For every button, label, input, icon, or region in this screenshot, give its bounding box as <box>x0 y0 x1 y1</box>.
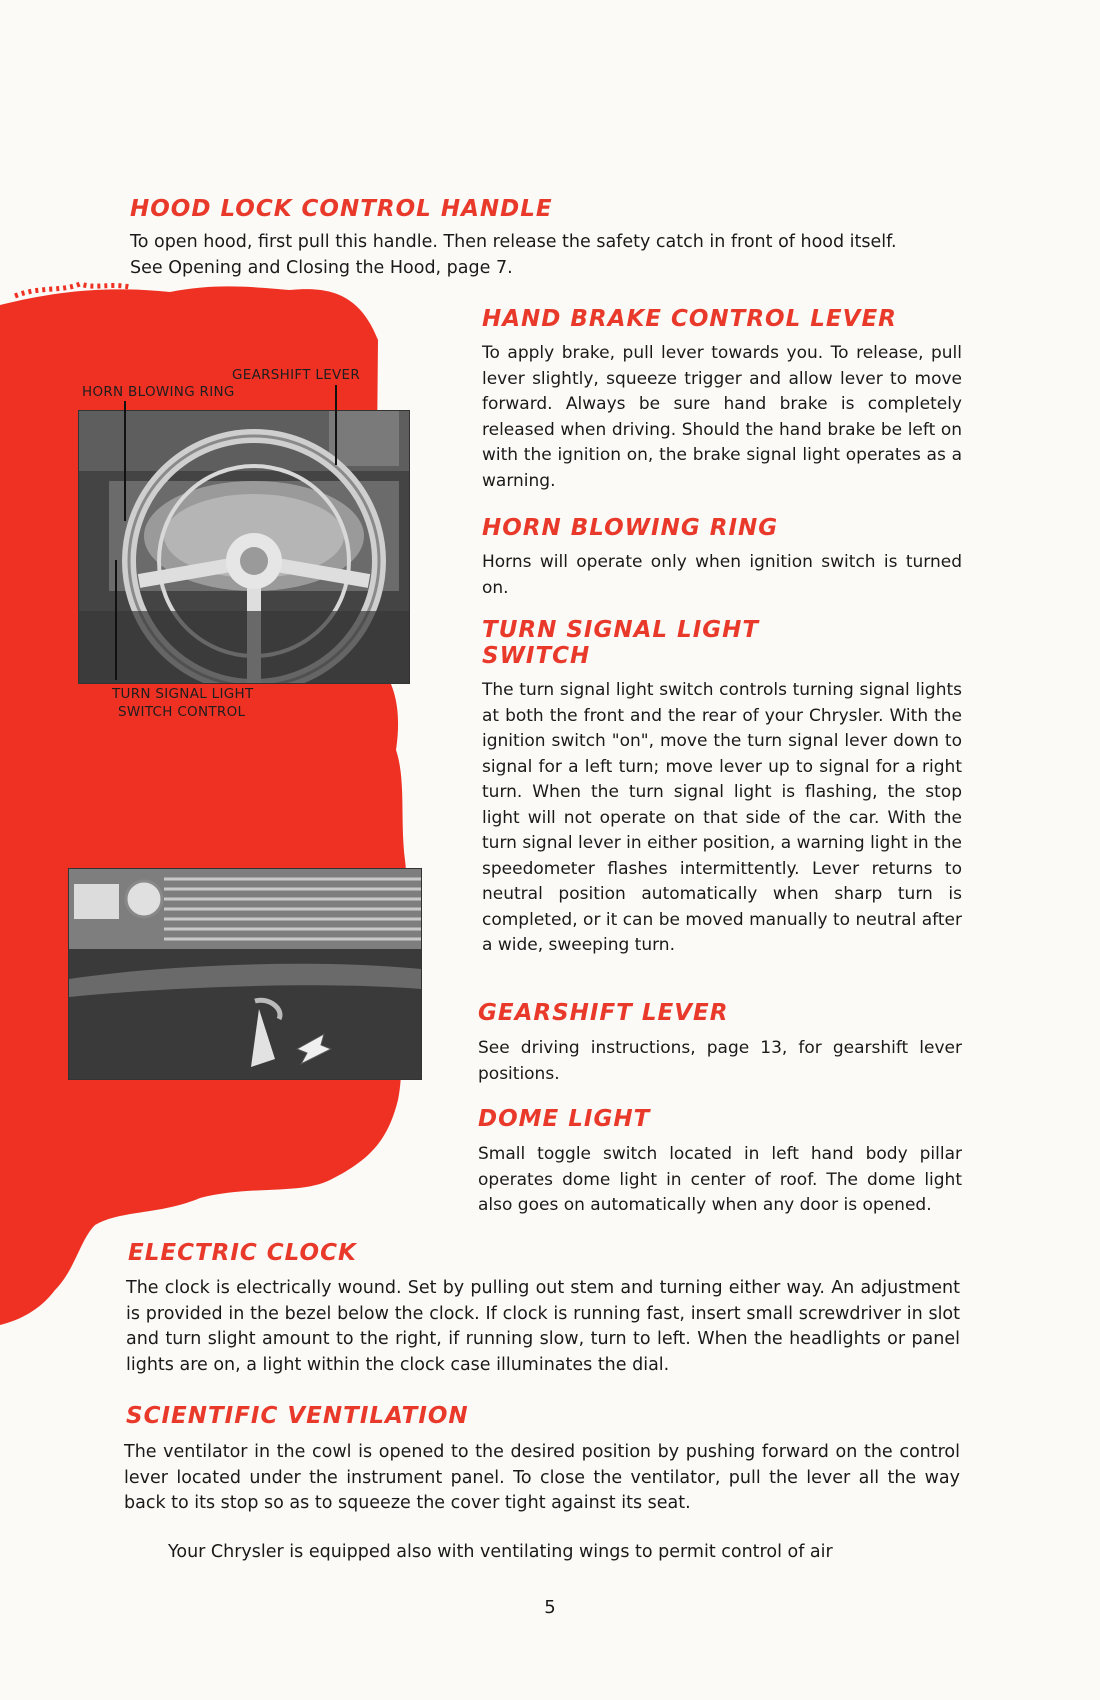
hood-lock-heading: HOOD LOCK CONTROL HANDLE <box>130 196 553 222</box>
ventilation-text: The ventilator in the cowl is opened to the desired position by pushing forward on the control lever located under the instrument panel. To close the ventilator, pull the lever all the way back to its stop so as to squeeze the cover tight against its seat. <box>124 1442 960 1513</box>
electric-clock-heading: ELECTRIC CLOCK <box>128 1240 357 1266</box>
callout-turn-signal-line-2: SWITCH CONTROL <box>118 704 246 720</box>
gearshift-heading: GEARSHIFT LEVER <box>478 1000 729 1026</box>
leader-turn-signal <box>115 560 117 680</box>
gearshift-text: See driving instructions, page 13, for gearshift lever positions. <box>478 1038 962 1084</box>
ventilation-heading: SCIENTIFIC VENTILATION <box>126 1403 469 1429</box>
turn-signal-heading-line-2: SWITCH <box>482 643 591 669</box>
callout-turn-signal-line-1: TURN SIGNAL LIGHT <box>112 686 254 702</box>
hand-brake-photo <box>68 868 422 1080</box>
hood-lock-line-1: To open hood, first pull this handle. Then release the safety catch in front of hood itself. <box>130 232 897 252</box>
turn-signal-text: The turn signal light switch controls turning signal lights at both the front and the rear of your Chrysler. With the ignition switch "on", move the turn signal lever down to signal for a left turn; move lever up to signal for a right turn. When the turn signal light is flashing, the stop light will not operate on that side of the car. With the turn signal lever in either position, a warning light in the speedometer flashes intermittently. Lever returns to neutral position automatically when sharp turn is completed, or it can be moved manually to neutral after a wide, sweeping turn. <box>482 680 962 955</box>
page-number: 5 <box>544 1597 556 1618</box>
steering-wheel-photo <box>78 410 410 684</box>
dome-light-text: Small toggle switch located in left hand body pillar operates dome light in center of roof. The dome light also goes on automatically when any door is opened. <box>478 1144 962 1215</box>
hand-brake-heading: HAND BRAKE CONTROL LEVER <box>482 306 897 332</box>
hood-lock-line-2: See Opening and Closing the Hood, page 7. <box>130 258 513 278</box>
callout-gearshift-lever: GEARSHIFT LEVER <box>232 367 361 383</box>
horn-ring-text: Horns will operate only when ignition switch is turned on. <box>482 552 962 598</box>
dome-light-heading: DOME LIGHT <box>478 1106 651 1132</box>
hand-brake-text: To apply brake, pull lever towards you. To release, pull lever slightly, squeeze trigger and allow lever to move forward. Always be sure hand brake is completely released when driving. Should the hand brake be left on with the ignition on, the brake signal light operates as a warning. <box>482 343 962 491</box>
electric-clock-text: The clock is electrically wound. Set by pulling out stem and turning either way. An adjustment is provided in the bezel below the clock. If clock is running fast, insert small screwdriver in slot and turn slight amount to the right, if running slow, turn to left. When the headlights or panel lights are on, a light within the clock case illuminates the dial. <box>126 1278 960 1375</box>
ventilation-continued-text: Your Chrysler is equipped also with ventilating wings to permit control of air <box>168 1542 833 1562</box>
leader-horn-ring <box>124 401 126 521</box>
turn-signal-heading-line-1: TURN SIGNAL LIGHT <box>482 617 760 643</box>
horn-ring-heading: HORN BLOWING RING <box>482 515 779 541</box>
leader-gearshift <box>335 385 337 465</box>
callout-horn-ring: HORN BLOWING RING <box>82 384 235 400</box>
